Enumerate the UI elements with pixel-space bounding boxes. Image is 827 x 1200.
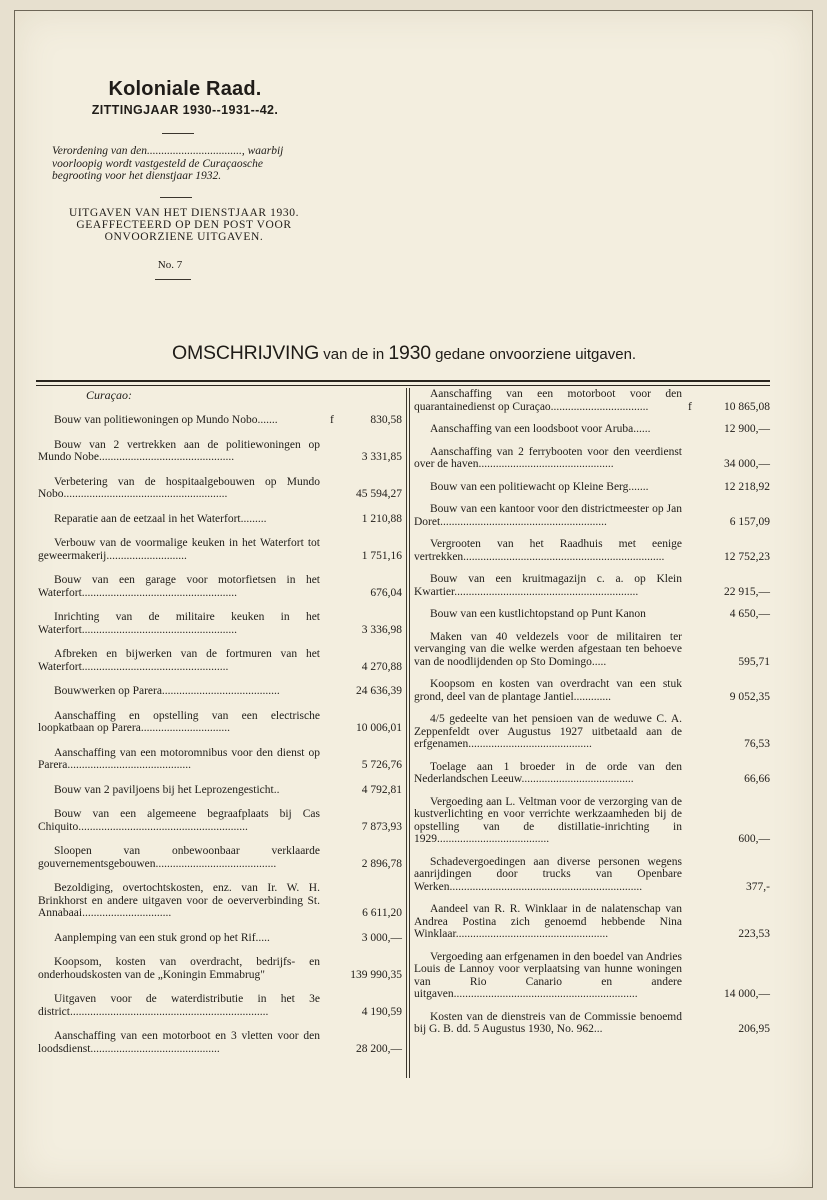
expense-description: Aanschaffing van 2 ferrybooten voor den veerdienst over de haven............................................... bbox=[414, 445, 682, 470]
expense-description: Bouw van een politiewacht op Kleine Berg....... bbox=[430, 480, 649, 493]
expense-amount: 223,53 bbox=[738, 928, 770, 940]
expense-entry bbox=[38, 747, 402, 772]
expense-entry bbox=[414, 903, 770, 941]
expense-description: Bouw van politiewoningen op Mundo Nobo....... bbox=[54, 414, 278, 426]
expense-description: Koopsom, kosten van overdracht, bedrijfs- en onderhoudskosten van de „Koningin Emmabrug" bbox=[38, 956, 320, 981]
expense-amount: 45 594,27 bbox=[356, 488, 402, 500]
expense-description: Schadevergoedingen aan diverse personen wegens aanrijdingen door trucks van Openbare Werken................................................................... bbox=[414, 855, 682, 893]
expense-description: Bouw van een algemeene begraafplaats bij Cas Chiquito........................................................... bbox=[38, 808, 320, 833]
expense-amount: 676,04 bbox=[370, 586, 402, 599]
expense-amount: 1 210,88 bbox=[361, 512, 402, 525]
heading-year: 1930 bbox=[388, 342, 431, 364]
expense-amount: 24 636,39 bbox=[356, 685, 402, 697]
expense-description: Kosten van de dienstreis van de Commissie benoemd bij G. B. dd. 5 Augustus 1930, No. 962... bbox=[414, 1010, 682, 1035]
expense-description: Bouw van 2 vertrekken aan de politiewoningen op Mundo Nobe............................................... bbox=[38, 438, 320, 463]
expense-entry bbox=[38, 808, 402, 833]
expense-entry bbox=[38, 439, 402, 464]
expenses-title: UITGAVEN VAN HET DIENSTJAAR 1930. GEAFFECTEERD OP DEN POST VOOR ONVOORZIENE UITGAVEN. bbox=[68, 207, 300, 243]
expense-amount: 10 865,08 bbox=[724, 400, 770, 413]
expense-amount: 10 006,01 bbox=[356, 722, 402, 734]
expense-entry bbox=[38, 611, 402, 636]
expense-entry bbox=[38, 513, 402, 526]
expense-amount: 9 052,35 bbox=[729, 690, 770, 703]
expense-description: Uitgaven voor de waterdistributie in het 3e district..................................................................... bbox=[38, 993, 320, 1018]
expense-amount: 7 873,93 bbox=[361, 820, 402, 833]
document-number: No. 7 bbox=[157, 259, 183, 271]
expense-entry bbox=[38, 537, 402, 562]
expense-amount: 66,66 bbox=[744, 773, 770, 785]
left-entry-list bbox=[38, 414, 402, 1055]
expense-entry bbox=[414, 446, 770, 471]
expense-entry bbox=[38, 648, 402, 673]
expense-amount: 4 792,81 bbox=[361, 783, 402, 796]
expense-amount: 600,— bbox=[738, 833, 770, 845]
expense-amount: 4 190,59 bbox=[361, 1005, 402, 1018]
left-column bbox=[38, 388, 402, 1067]
expense-amount: 5 726,76 bbox=[361, 759, 402, 771]
expense-description: Bouw van een kantoor voor den districtmeester op Jan Doret.......................................................... bbox=[414, 503, 682, 528]
expense-amount: 4 650,— bbox=[729, 608, 770, 620]
expense-description: Verbouw van de voormalige keuken in het Waterfort tot geweermakerij............................ bbox=[38, 537, 320, 562]
expense-amount: 595,71 bbox=[738, 655, 770, 668]
expense-amount: 22 915,— bbox=[724, 585, 770, 598]
expense-description: Verbetering van de hospitaalgebouwen op Mundo Nobo......................................................... bbox=[38, 475, 320, 500]
expense-amount: 3 000,— bbox=[361, 931, 402, 944]
expense-description: Koopsom en kosten van overdracht van een stuk grond, deel van de plantage Jantiel............. bbox=[414, 678, 682, 703]
expense-amount: 830,58 bbox=[370, 414, 402, 426]
expense-description: Aanschaffing van een motorboot en 3 vletten voor den loodsdienst............................................. bbox=[38, 1030, 320, 1055]
expense-amount: 12 218,92 bbox=[724, 480, 770, 493]
expense-amount: 34 000,— bbox=[724, 458, 770, 470]
expense-description: Bouwwerken op Parera......................................... bbox=[54, 685, 280, 697]
expense-amount: 6 157,09 bbox=[729, 515, 770, 528]
expense-amount: 1 751,16 bbox=[361, 549, 402, 562]
session-year: ZITTINGJAAR 1930--1931--42. bbox=[91, 103, 279, 117]
heading-rest: van de in bbox=[319, 346, 389, 363]
expense-description: Aanschaffing en opstelling van een electrische loopkatbaan op Parera............................... bbox=[38, 709, 320, 734]
expense-amount: 206,95 bbox=[738, 1023, 770, 1035]
expense-entry bbox=[414, 678, 770, 703]
expense-description: Toelage aan 1 broeder in de orde van den Nederlandschen Leeuw....................................... bbox=[414, 760, 682, 785]
divider bbox=[162, 133, 194, 134]
expense-entry bbox=[414, 761, 770, 786]
ordinance-text: Verordening van den................................., waarbij voorloopig wordt vastgesteld de Curaçaosche begrooting voor het dienstjaar 1932. bbox=[52, 145, 284, 182]
expense-amount: 28 200,— bbox=[356, 1042, 402, 1055]
expense-amount: 3 331,85 bbox=[361, 451, 402, 463]
expense-description: Aanschaffing van een motoromnibus voor den dienst op Parera........................................... bbox=[38, 746, 320, 771]
expense-entry bbox=[414, 573, 770, 598]
expense-description: Vergoeding aan L. Veltman voor de verzorging van de kustverlichting en voor verrichte werkzaamheden bij de opstelling van de distillatie-inrichting in 1929....................................... bbox=[414, 795, 682, 845]
currency-symbol: f bbox=[330, 414, 334, 426]
expense-entry bbox=[414, 481, 770, 494]
expense-amount: 76,53 bbox=[744, 738, 770, 750]
table-heading bbox=[172, 342, 662, 365]
expense-entry bbox=[414, 631, 770, 669]
column-divider bbox=[406, 388, 407, 1078]
expense-amount: 2 896,78 bbox=[361, 857, 402, 870]
expense-description: Bouw van 2 paviljoens bij het Leprozengesticht.. bbox=[54, 783, 280, 796]
expense-description: 4/5 gedeelte van het pensioen van de weduwe C. A. Zeppenfeldt over Augustus 1927 uitbetaald aan de erfgenamen........................................... bbox=[414, 713, 682, 750]
expense-entry bbox=[38, 476, 402, 501]
right-entry-list bbox=[414, 388, 770, 1036]
expense-entry bbox=[38, 1030, 402, 1055]
subheading-curacao: Curaçao: bbox=[86, 388, 132, 402]
expense-entry bbox=[414, 608, 770, 621]
expense-description: Vergrooten van het Raadhuis met eenige vertrekken...................................................................... bbox=[414, 538, 682, 563]
expense-entry bbox=[38, 956, 402, 981]
expense-amount: 3 336,98 bbox=[361, 623, 402, 636]
expense-amount: 12 900,— bbox=[724, 423, 770, 435]
right-column bbox=[414, 388, 770, 1046]
expense-entry bbox=[38, 784, 402, 797]
expense-entry bbox=[414, 856, 770, 894]
expense-description: Aanschaffing van een motorboot voor den quarantainedienst op Curaçao.................................. bbox=[414, 388, 682, 413]
expense-entry bbox=[38, 845, 402, 870]
heading-rule-thin bbox=[36, 385, 770, 386]
expense-entry bbox=[414, 796, 770, 846]
council-title: Koloniale Raad. bbox=[108, 78, 262, 100]
expense-entry bbox=[38, 710, 402, 735]
expense-entry bbox=[38, 685, 402, 698]
expense-amount: 139 990,35 bbox=[350, 968, 402, 981]
expense-entry bbox=[414, 503, 770, 528]
heading-rule-thick bbox=[36, 380, 770, 382]
expense-entry bbox=[414, 388, 770, 413]
expense-entry bbox=[38, 882, 402, 920]
expense-description: Aanschaffing van een loodsboot voor Aruba...... bbox=[430, 423, 651, 435]
expense-description: Inrichting van de militaire keuken in het Waterfort...................................................... bbox=[38, 611, 320, 636]
expense-amount: 6 611,20 bbox=[362, 907, 402, 919]
expense-description: Aandeel van R. R. Winklaar in de nalatenschap van Andrea Postina zich genoemd hebbende Nina Winklaar..................................................... bbox=[414, 903, 682, 940]
currency-symbol: f bbox=[688, 400, 692, 413]
expense-description: Sloopen van onbewoonbaar verklaarde gouvernementsgebouwen.......................................... bbox=[38, 845, 320, 870]
expense-entry bbox=[38, 932, 402, 945]
divider bbox=[155, 279, 191, 280]
expense-description: Vergoeding aan erfgenamen in den boedel van Andries Louis de Lannoy voor verplaatsing van hunne woningen van Rio Canario en andere uitgaven................................................................ bbox=[414, 950, 682, 1000]
expense-description: Aanplemping van een stuk grond op het Rif..... bbox=[54, 931, 270, 944]
expense-amount: 14 000,— bbox=[724, 988, 770, 1000]
expense-description: Reparatie aan de eetzaal in het Waterfort......... bbox=[54, 512, 267, 525]
column-divider bbox=[409, 388, 410, 1078]
expense-entry bbox=[414, 951, 770, 1001]
expense-entry bbox=[414, 538, 770, 563]
expense-description: Bouw van een kruitmagazijn c. a. op Klein Kwartier................................................................ bbox=[414, 573, 682, 598]
expense-amount: 12 752,23 bbox=[724, 550, 770, 563]
expense-description: Bouw van een kustlichtopstand op Punt Kanon bbox=[430, 608, 646, 620]
divider bbox=[160, 197, 192, 198]
expense-entry bbox=[414, 423, 770, 436]
expense-amount: 377,- bbox=[746, 880, 770, 893]
expense-amount: 4 270,88 bbox=[361, 660, 402, 673]
heading-tail: gedane onvoorziene uitgaven. bbox=[430, 346, 637, 363]
expense-description: Maken van 40 veldezels voor de militairen ter vervanging van die welke werden afgestaan ten behoeve van de noodlijdenden op Sto Domingo..... bbox=[414, 630, 682, 668]
expense-entry bbox=[414, 1011, 770, 1036]
expense-description: Afbreken en bijwerken van de fortmuren van het Waterfort................................................... bbox=[38, 648, 320, 673]
heading-main: OMSCHRIJVING bbox=[172, 342, 320, 364]
expense-entry bbox=[38, 993, 402, 1018]
expense-description: Bouw van een garage voor motorfietsen in het Waterfort...................................................... bbox=[38, 574, 320, 599]
expense-entry bbox=[38, 414, 402, 427]
expense-description: Bezoldiging, overtochtskosten, enz. van Ir. W. H. Brinkhorst en andere uitgaven voor de oeververbinding St. Annabaai............................... bbox=[38, 882, 320, 919]
expense-entry bbox=[38, 574, 402, 599]
expense-entry bbox=[414, 713, 770, 751]
